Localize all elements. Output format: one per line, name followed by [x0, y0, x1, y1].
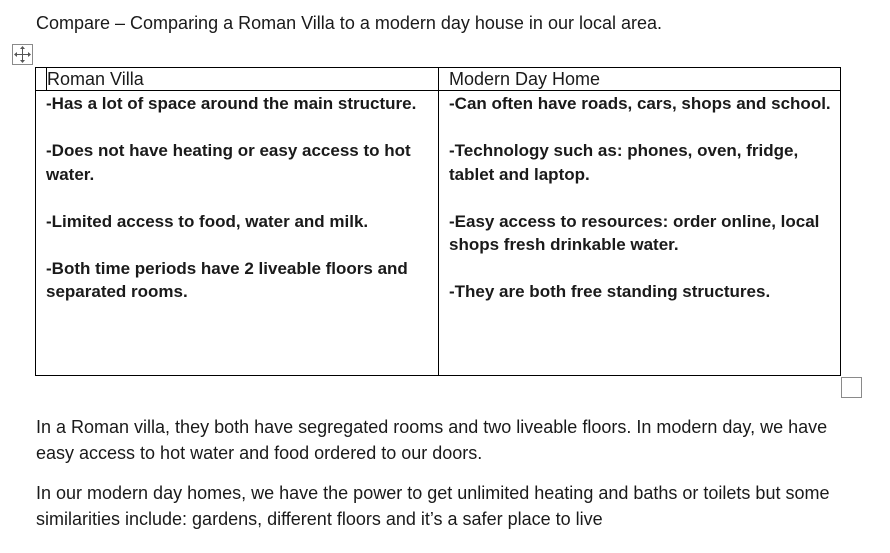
paragraph: In our modern day homes, we have the power to get unlimited heating and baths or toilets but some similarities include: gardens, different floors and it’s a safer place to live [36, 483, 830, 529]
roman-villa-cell[interactable] [36, 91, 439, 376]
list-item: -Can often have roads, cars, shops and school. [449, 94, 831, 113]
list-item: -They are both free standing structures. [449, 282, 771, 301]
list-item: -Technology such as: phones, oven, fridge, tablet and laptop. [449, 141, 799, 184]
move-arrows-icon [13, 45, 32, 64]
table-resize-handle[interactable] [841, 377, 862, 398]
modern-day-home-cell[interactable] [439, 91, 841, 376]
table-row [36, 91, 841, 376]
document-heading: Compare – Comparing a Roman Villa to a modern day house in our local area. [36, 13, 663, 33]
header-roman-villa[interactable]: Roman Villa [36, 68, 439, 91]
list-item: -Both time periods have 2 liveable floors and separated rooms. [46, 258, 408, 301]
list-item: -Easy access to resources: order online, local shops fresh drinkable water. [449, 211, 820, 254]
table-header-row [36, 68, 841, 91]
list-item: -Limited access to food, water and milk. [46, 211, 369, 231]
header-modern-day-home[interactable]: Modern Day Home [439, 68, 841, 91]
table-move-handle[interactable] [12, 44, 33, 65]
paragraph: In a Roman villa, they both have segregated rooms and two liveable floors. In modern day, we have easy access to hot water and food ordered to our doors. [36, 417, 828, 463]
list-item: -Does not have heating or easy access to hot water. [46, 141, 411, 184]
comparison-table[interactable] [35, 67, 841, 376]
list-item: -Has a lot of space around the main structure. [46, 94, 417, 113]
